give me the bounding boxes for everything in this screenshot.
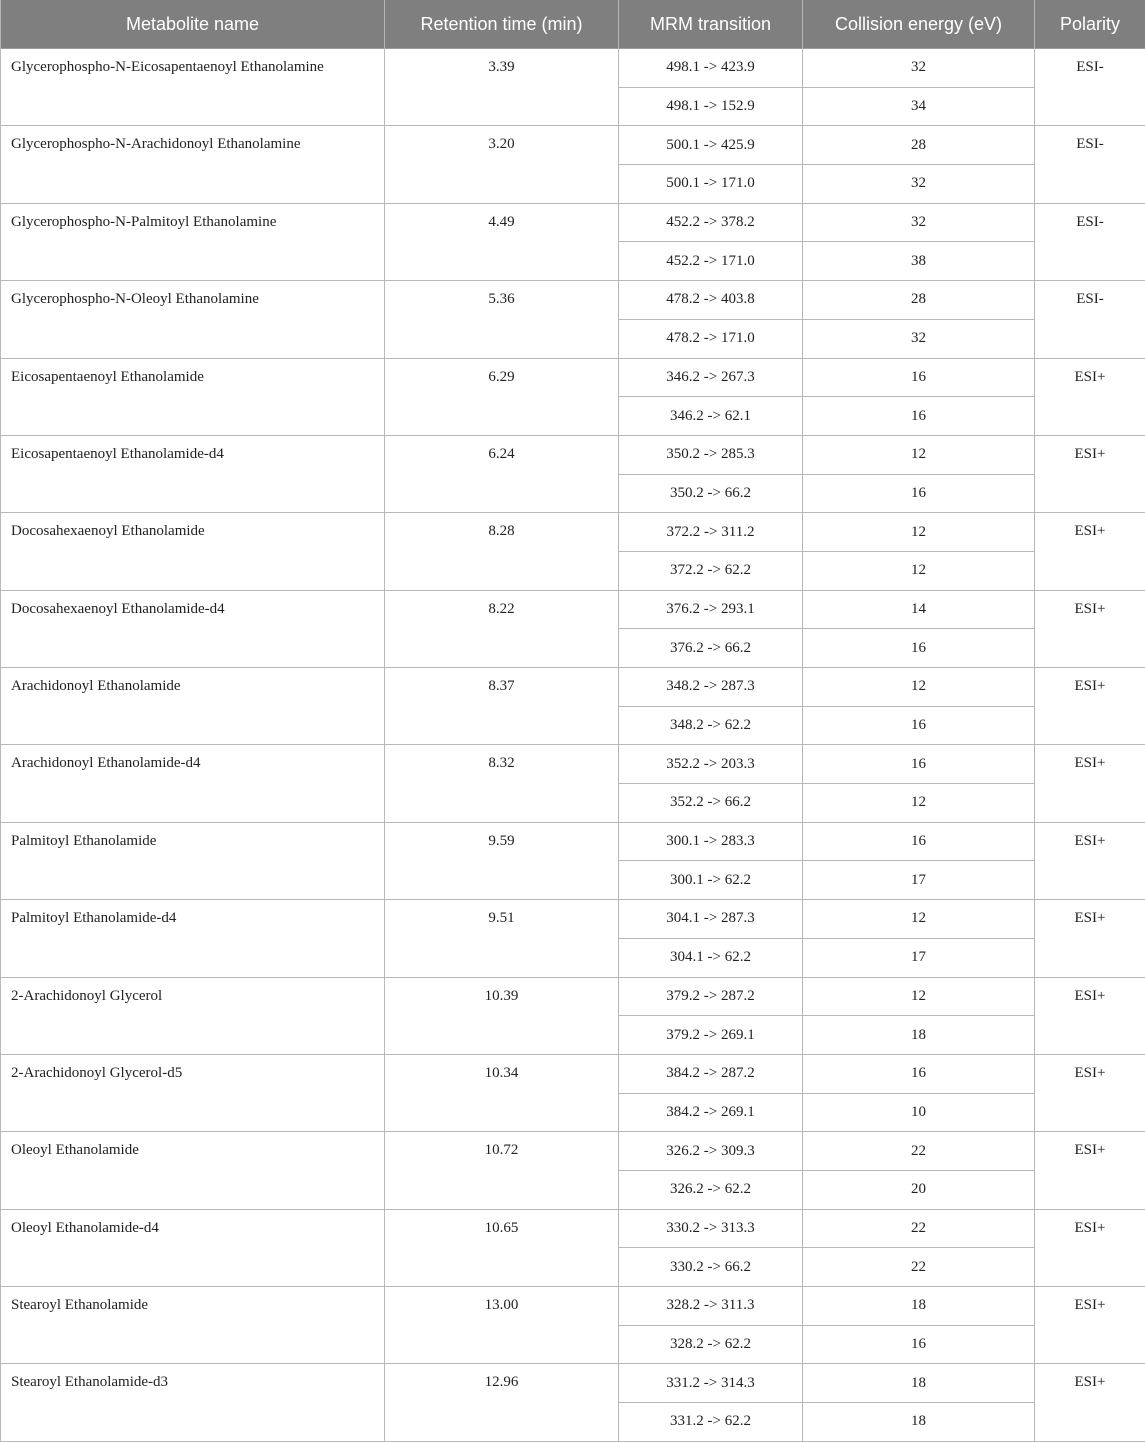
collision-energy-cell: 32 [803, 49, 1035, 88]
collision-energy-cell: 14 [803, 590, 1035, 629]
mrm-transition-cell: 330.2 -> 313.3 [619, 1209, 803, 1248]
mrm-transition-cell: 326.2 -> 62.2 [619, 1170, 803, 1209]
header-polarity: Polarity [1035, 0, 1145, 49]
mrm-transition-cell: 478.2 -> 171.0 [619, 319, 803, 358]
collision-energy-cell: 32 [803, 319, 1035, 358]
collision-energy-cell: 16 [803, 629, 1035, 668]
mrm-transition-cell: 346.2 -> 62.1 [619, 397, 803, 436]
mrm-transition-cell: 452.2 -> 171.0 [619, 242, 803, 281]
collision-energy-cell: 12 [803, 977, 1035, 1016]
retention-time-cell: 10.72 [385, 1132, 619, 1209]
collision-energy-cell: 16 [803, 745, 1035, 784]
metabolite-name-cell: Arachidonoyl Ethanolamide-d4 [1, 745, 385, 822]
mrm-transition-cell: 352.2 -> 203.3 [619, 745, 803, 784]
mrm-transition-cell: 376.2 -> 66.2 [619, 629, 803, 668]
table-row [1, 281, 1145, 320]
table-row [1, 126, 1145, 165]
metabolite-name-cell: Glycerophospho-N-Palmitoyl Ethanolamine [1, 203, 385, 280]
mrm-transition-cell: 328.2 -> 311.3 [619, 1287, 803, 1326]
mrm-transition-cell: 331.2 -> 314.3 [619, 1364, 803, 1403]
collision-energy-cell: 16 [803, 1325, 1035, 1364]
collision-energy-cell: 16 [803, 358, 1035, 397]
mrm-transition-cell: 328.2 -> 62.2 [619, 1325, 803, 1364]
mrm-transition-cell: 348.2 -> 287.3 [619, 668, 803, 707]
polarity-cell: ESI- [1035, 281, 1145, 358]
table-row [1, 977, 1145, 1016]
polarity-cell: ESI+ [1035, 590, 1145, 667]
collision-energy-cell: 18 [803, 1287, 1035, 1326]
collision-energy-cell: 12 [803, 435, 1035, 474]
collision-energy-cell: 18 [803, 1364, 1035, 1403]
collision-energy-cell: 12 [803, 551, 1035, 590]
polarity-cell: ESI+ [1035, 358, 1145, 435]
collision-energy-cell: 38 [803, 242, 1035, 281]
retention-time-cell: 12.96 [385, 1364, 619, 1441]
collision-energy-cell: 28 [803, 281, 1035, 320]
mrm-transition-cell: 304.1 -> 62.2 [619, 938, 803, 977]
header-row [1, 0, 1145, 49]
mrm-transition-cell: 331.2 -> 62.2 [619, 1403, 803, 1442]
mrm-transition-cell: 372.2 -> 62.2 [619, 551, 803, 590]
header-metabolite-name: Metabolite name [1, 0, 385, 49]
polarity-cell: ESI+ [1035, 900, 1145, 977]
header-mrm-transition: MRM transition [619, 0, 803, 49]
metabolite-name-cell: Glycerophospho-N-Oleoyl Ethanolamine [1, 281, 385, 358]
retention-time-cell: 10.34 [385, 1054, 619, 1131]
metabolite-name-cell: Stearoyl Ethanolamide [1, 1287, 385, 1364]
collision-energy-cell: 22 [803, 1132, 1035, 1171]
metabolite-name-cell: Oleoyl Ethanolamide [1, 1132, 385, 1209]
collision-energy-cell: 22 [803, 1209, 1035, 1248]
metabolite-name-cell: 2-Arachidonoyl Glycerol-d5 [1, 1054, 385, 1131]
table-row [1, 1287, 1145, 1326]
polarity-cell: ESI- [1035, 203, 1145, 280]
retention-time-cell: 13.00 [385, 1287, 619, 1364]
retention-time-cell: 8.28 [385, 513, 619, 590]
polarity-cell: ESI+ [1035, 1209, 1145, 1286]
retention-time-cell: 3.20 [385, 126, 619, 203]
collision-energy-cell: 12 [803, 513, 1035, 552]
mrm-transition-cell: 326.2 -> 309.3 [619, 1132, 803, 1171]
metabolite-name-cell: Docosahexaenoyl Ethanolamide [1, 513, 385, 590]
metabolite-name-cell: Palmitoyl Ethanolamide-d4 [1, 900, 385, 977]
collision-energy-cell: 22 [803, 1248, 1035, 1287]
retention-time-cell: 9.51 [385, 900, 619, 977]
table-row [1, 1054, 1145, 1093]
collision-energy-cell: 10 [803, 1093, 1035, 1132]
collision-energy-cell: 12 [803, 900, 1035, 939]
collision-energy-cell: 18 [803, 1403, 1035, 1442]
table-row [1, 1364, 1145, 1403]
table-row [1, 49, 1145, 88]
table-body [1, 49, 1145, 1442]
polarity-cell: ESI+ [1035, 822, 1145, 899]
mrm-transition-cell: 500.1 -> 171.0 [619, 165, 803, 204]
polarity-cell: ESI+ [1035, 745, 1145, 822]
polarity-cell: ESI+ [1035, 513, 1145, 590]
polarity-cell: ESI+ [1035, 1287, 1145, 1364]
table-row [1, 822, 1145, 861]
collision-energy-cell: 34 [803, 87, 1035, 126]
collision-energy-cell: 16 [803, 474, 1035, 513]
metabolite-name-cell: 2-Arachidonoyl Glycerol [1, 977, 385, 1054]
polarity-cell: ESI+ [1035, 1132, 1145, 1209]
metabolite-name-cell: Stearoyl Ethanolamide-d3 [1, 1364, 385, 1441]
retention-time-cell: 6.24 [385, 435, 619, 512]
mrm-transition-cell: 348.2 -> 62.2 [619, 706, 803, 745]
mrm-transition-cell: 372.2 -> 311.2 [619, 513, 803, 552]
metabolite-name-cell: Glycerophospho-N-Arachidonoyl Ethanolamine [1, 126, 385, 203]
collision-energy-cell: 18 [803, 1016, 1035, 1055]
mrm-transition-cell: 376.2 -> 293.1 [619, 590, 803, 629]
header-collision-energy: Collision energy (eV) [803, 0, 1035, 49]
mrm-transition-cell: 350.2 -> 285.3 [619, 435, 803, 474]
mrm-transition-cell: 346.2 -> 267.3 [619, 358, 803, 397]
metabolite-name-cell: Glycerophospho-N-Eicosapentaenoyl Ethanolamine [1, 49, 385, 126]
collision-energy-cell: 16 [803, 706, 1035, 745]
mrm-transition-cell: 379.2 -> 287.2 [619, 977, 803, 1016]
mrm-transition-cell: 452.2 -> 378.2 [619, 203, 803, 242]
table-row [1, 203, 1145, 242]
collision-energy-cell: 16 [803, 822, 1035, 861]
retention-time-cell: 6.29 [385, 358, 619, 435]
mrm-transition-cell: 350.2 -> 66.2 [619, 474, 803, 513]
collision-energy-cell: 16 [803, 1054, 1035, 1093]
table-row [1, 358, 1145, 397]
polarity-cell: ESI- [1035, 126, 1145, 203]
mrm-transition-cell: 498.1 -> 152.9 [619, 87, 803, 126]
metabolite-name-cell: Palmitoyl Ethanolamide [1, 822, 385, 899]
polarity-cell: ESI+ [1035, 668, 1145, 745]
table-header [1, 0, 1145, 49]
polarity-cell: ESI- [1035, 49, 1145, 126]
table-row [1, 1132, 1145, 1171]
table-row [1, 1209, 1145, 1248]
collision-energy-cell: 12 [803, 784, 1035, 823]
retention-time-cell: 10.39 [385, 977, 619, 1054]
polarity-cell: ESI+ [1035, 1364, 1145, 1441]
mrm-transition-cell: 384.2 -> 287.2 [619, 1054, 803, 1093]
retention-time-cell: 8.32 [385, 745, 619, 822]
collision-energy-cell: 32 [803, 165, 1035, 204]
table-row [1, 745, 1145, 784]
table-row [1, 668, 1145, 707]
retention-time-cell: 10.65 [385, 1209, 619, 1286]
mrm-transition-cell: 478.2 -> 403.8 [619, 281, 803, 320]
table-row [1, 900, 1145, 939]
retention-time-cell: 9.59 [385, 822, 619, 899]
polarity-cell: ESI+ [1035, 977, 1145, 1054]
retention-time-cell: 3.39 [385, 49, 619, 126]
retention-time-cell: 8.22 [385, 590, 619, 667]
mrm-transition-cell: 500.1 -> 425.9 [619, 126, 803, 165]
collision-energy-cell: 17 [803, 861, 1035, 900]
mrm-transition-cell: 304.1 -> 287.3 [619, 900, 803, 939]
mrm-transition-cell: 300.1 -> 62.2 [619, 861, 803, 900]
polarity-cell: ESI+ [1035, 1054, 1145, 1131]
collision-energy-cell: 17 [803, 938, 1035, 977]
table-row [1, 590, 1145, 629]
metabolite-name-cell: Arachidonoyl Ethanolamide [1, 668, 385, 745]
header-retention-time: Retention time (min) [385, 0, 619, 49]
retention-time-cell: 4.49 [385, 203, 619, 280]
metabolite-name-cell: Docosahexaenoyl Ethanolamide-d4 [1, 590, 385, 667]
mrm-transition-cell: 498.1 -> 423.9 [619, 49, 803, 88]
table-row [1, 513, 1145, 552]
mrm-transition-cell: 379.2 -> 269.1 [619, 1016, 803, 1055]
metabolite-name-cell: Oleoyl Ethanolamide-d4 [1, 1209, 385, 1286]
mrm-transition-cell: 384.2 -> 269.1 [619, 1093, 803, 1132]
collision-energy-cell: 20 [803, 1170, 1035, 1209]
retention-time-cell: 5.36 [385, 281, 619, 358]
mrm-transition-cell: 300.1 -> 283.3 [619, 822, 803, 861]
collision-energy-cell: 12 [803, 668, 1035, 707]
collision-energy-cell: 16 [803, 397, 1035, 436]
metabolite-name-cell: Eicosapentaenoyl Ethanolamide-d4 [1, 435, 385, 512]
mrm-transition-cell: 330.2 -> 66.2 [619, 1248, 803, 1287]
collision-energy-cell: 32 [803, 203, 1035, 242]
metabolite-name-cell: Eicosapentaenoyl Ethanolamide [1, 358, 385, 435]
table-row [1, 435, 1145, 474]
polarity-cell: ESI+ [1035, 435, 1145, 512]
mrm-transition-cell: 352.2 -> 66.2 [619, 784, 803, 823]
collision-energy-cell: 28 [803, 126, 1035, 165]
retention-time-cell: 8.37 [385, 668, 619, 745]
